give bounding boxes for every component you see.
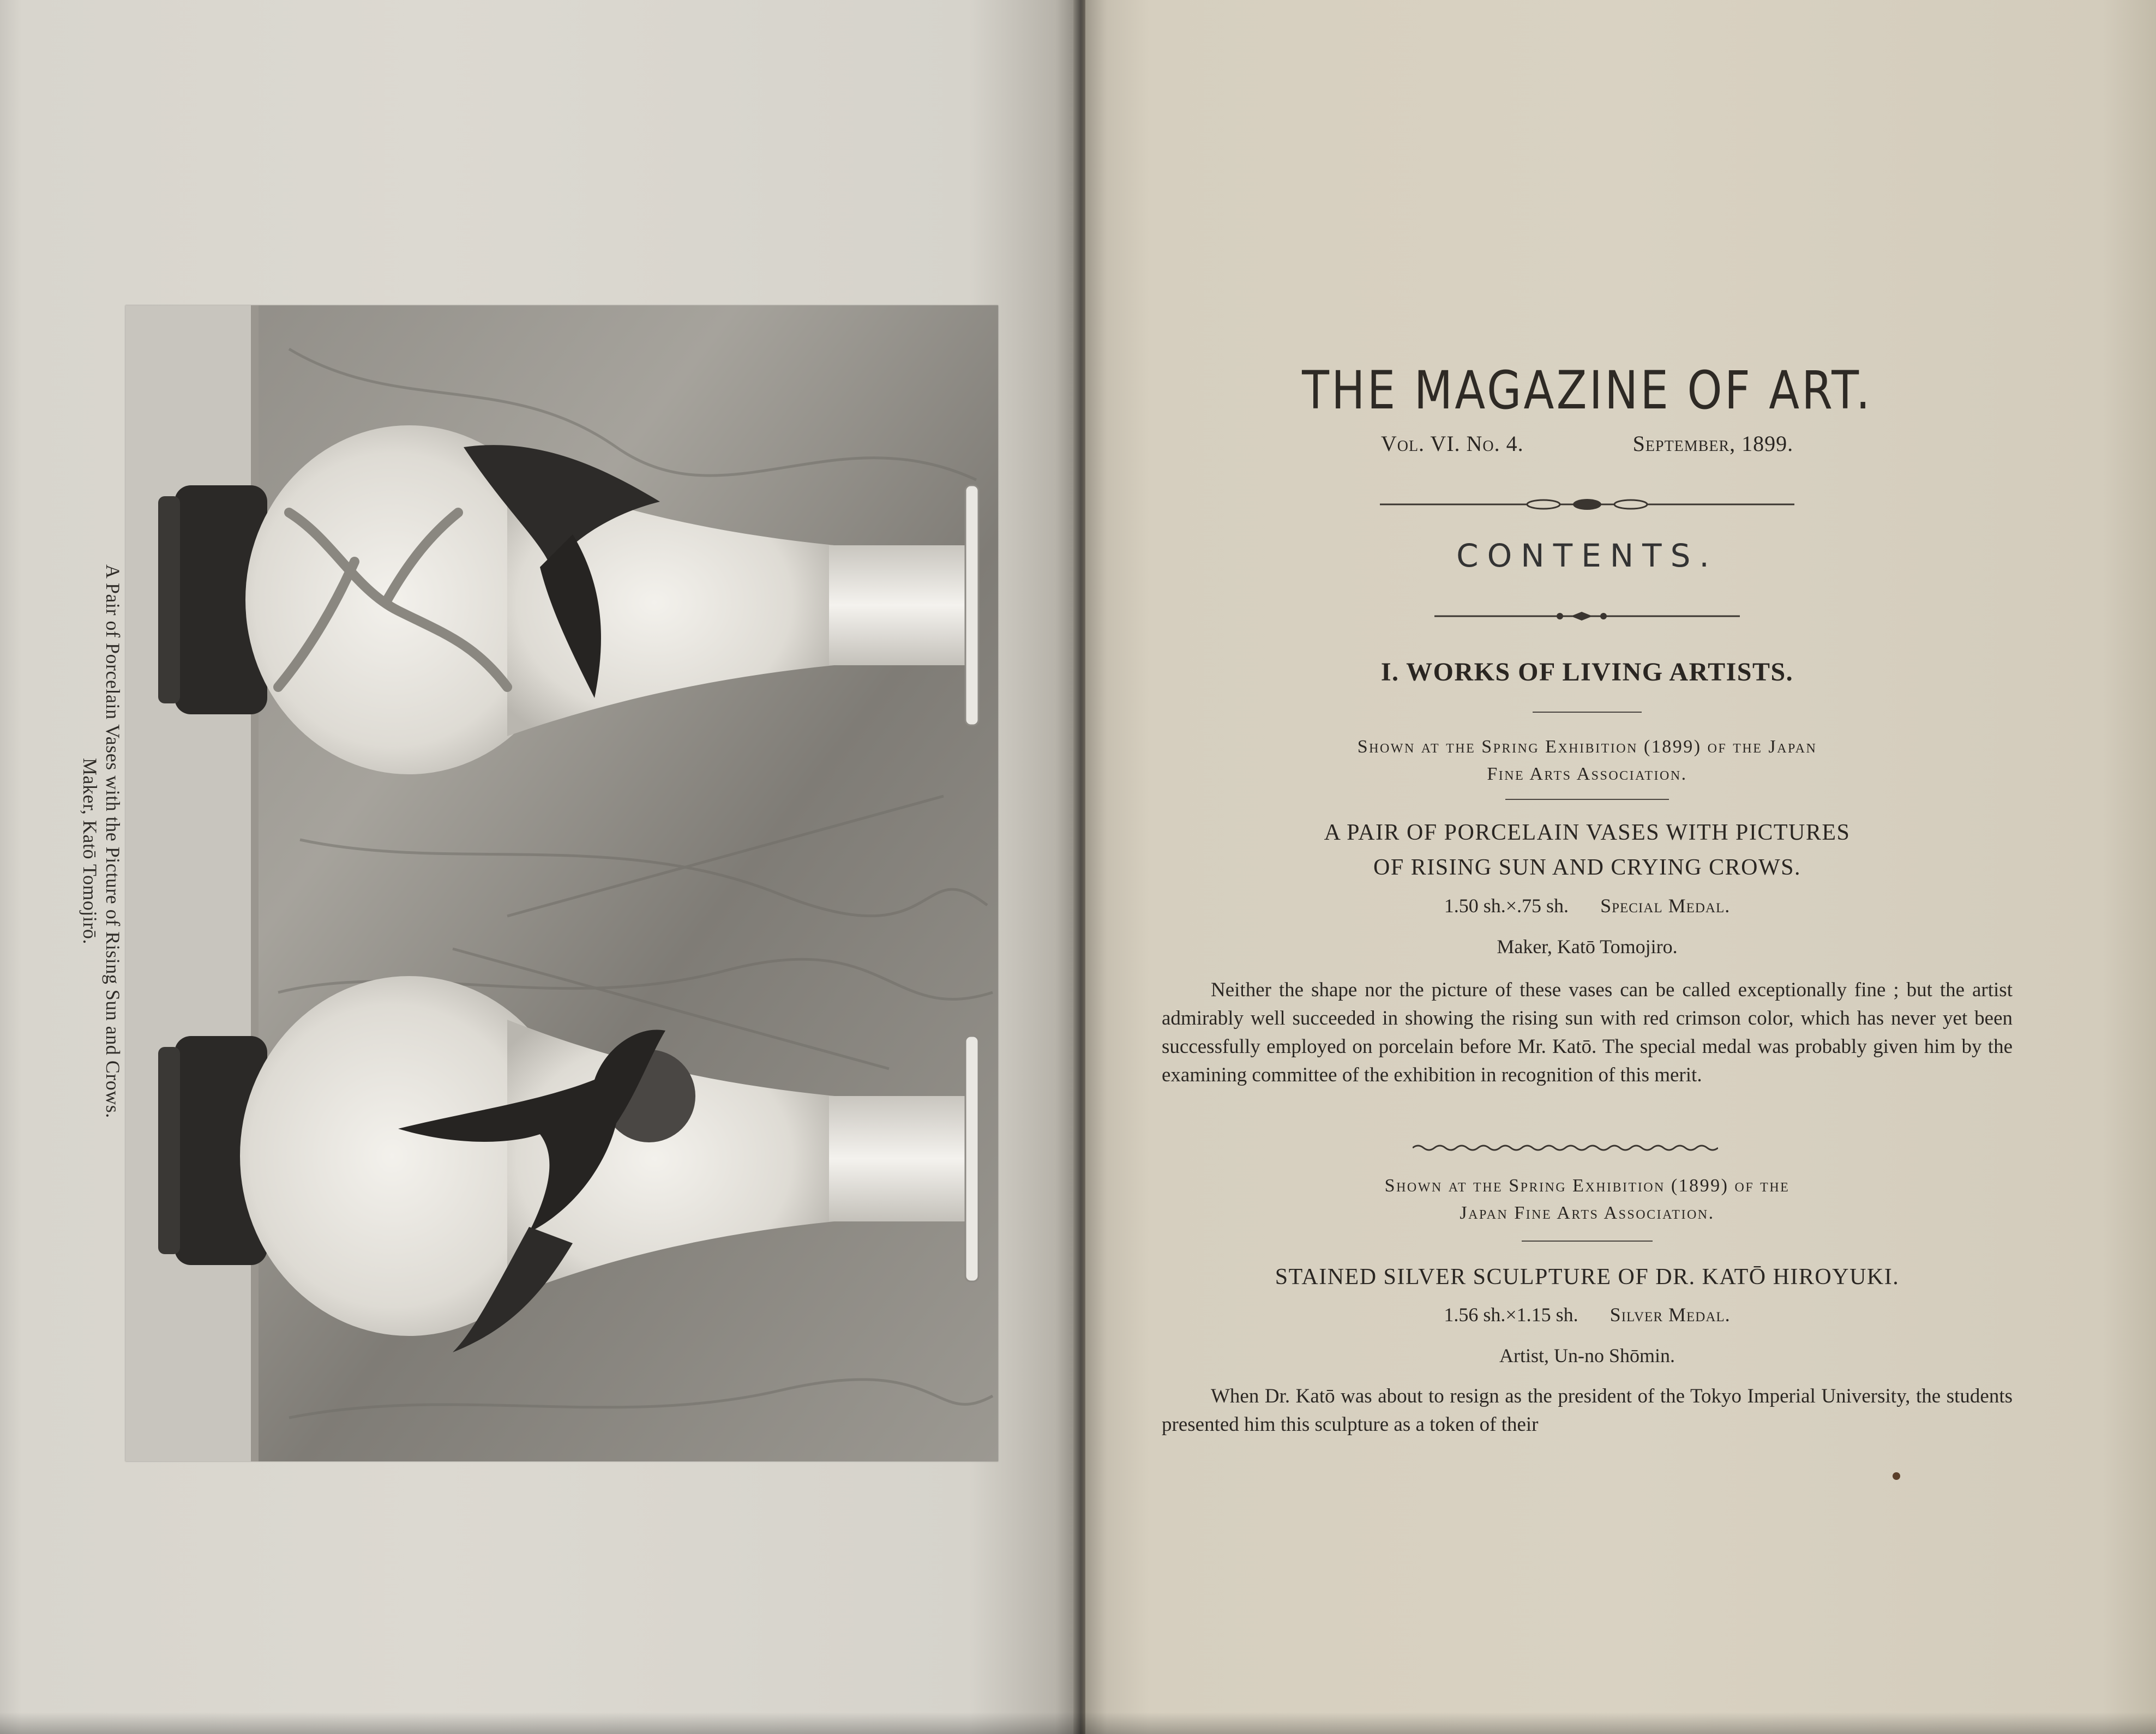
entry-2-maker: Artist, Un-no Shōmin. [1499,1345,1675,1366]
entry-1-title-line2: OF RISING SUN AND CRYING CROWS. [1373,855,1801,880]
magazine-title: THE MAGAZINE OF ART. [1302,360,1872,421]
rule [1533,712,1642,713]
left-page [0,0,1077,1734]
ornament-divider-top [1380,496,1794,513]
ornament-divider-small [1434,608,1740,624]
caption-english: A Pair of Porcelain Vases with the Picture of Rising Sun and Crows. [102,564,124,1118]
ink-spot [1893,1472,1900,1480]
page-shadow [0,1712,2156,1734]
entry-2-award: Silver Medal. [1610,1304,1731,1326]
wavy-divider [1413,1140,1718,1156]
vase-photograph-plate [125,305,998,1461]
section-title: I. WORKS OF LIVING ARTISTS. [1380,658,1794,687]
issue-date: September, 1899. [1632,431,1794,456]
entry-1-exhibition-line2: Fine Arts Association. [1487,764,1687,784]
vase-photograph [125,305,998,1461]
entry-1-title-line1: A PAIR OF PORCELAIN VASES WITH PICTURES [1324,820,1851,845]
plate-caption [49,523,136,1232]
entry-2-title: STAINED SILVER SCULPTURE OF DR. KATŌ HIROYUKI. [1275,1265,1900,1290]
caption-maker: Maker, Katō Tomojirō. [79,758,101,944]
entry-1-title [1151,815,2023,885]
issue-line [1151,431,2023,456]
entry-1-maker: Maker, Katō Tomojiro. [1497,936,1678,958]
entry-2-meta [1151,1303,2023,1326]
entry-1-meta [1151,894,2023,917]
entry-2-size: 1.56 sh.×1.15 sh. [1444,1304,1578,1326]
entry-1-award: Special Medal. [1600,895,1731,917]
entry-2-exhibition [1151,1172,2023,1227]
entry-2-exhibition-line1: Shown at the Spring Exhibition (1899) of the [1384,1176,1790,1196]
rule [1505,799,1669,800]
contents-text [1151,0,2023,1734]
rule [1522,1241,1653,1242]
entry-2-exhibition-line2: Japan Fine Arts Association. [1460,1203,1715,1223]
entry-2-paragraph: When Dr. Katō was about to resign as the president of the Tokyo Imperial University, the students presented him this sculpture as a token of their [1162,1385,2013,1436]
volume-number: Vol. VI. No. 4. [1380,431,1524,456]
entry-1-size: 1.50 sh.×.75 sh. [1444,895,1569,917]
entry-1-paragraph: Neither the shape nor the picture of these vases can be called exceptionally fine ; but the artist admirably well succeeded in showing the rising sun with red crimson color, which has never yet been successfully employed on porcelain before Mr. Katō. The special medal was probably given him by the examining committee of the exhibition in recognition of this merit. [1162,979,2013,1086]
contents-heading: CONTENTS. [1456,537,1718,574]
entry-1-exhibition-line1: Shown at the Spring Exhibition (1899) of the Japan [1357,737,1817,757]
entry-1-exhibition [1151,733,2023,788]
